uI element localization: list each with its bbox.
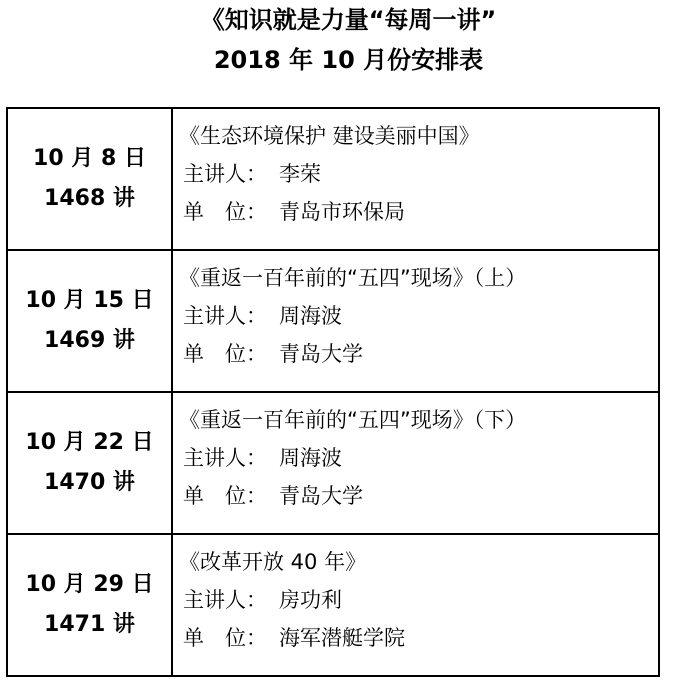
- date-cell: [7, 250, 172, 392]
- speaker-label: 主讲人：: [183, 446, 267, 470]
- speaker-name: 周海波: [279, 446, 342, 470]
- lecture-date: 10 月 8 日: [33, 146, 146, 171]
- speaker-label: 主讲人：: [183, 304, 267, 328]
- schedule-table: [6, 107, 660, 677]
- lecture-date: 10 月 15 日: [25, 288, 154, 313]
- speaker-label: 主讲人：: [183, 162, 267, 186]
- unit-name: 海军潜艇学院: [279, 626, 405, 650]
- lecture-topic: 《生态环境保护 建设美丽中国》: [179, 124, 480, 148]
- unit-name: 青岛大学: [279, 484, 363, 508]
- lecture-topic: 《重返一百年前的“五四”现场》（上）: [179, 266, 527, 290]
- speaker-name: 房功利: [279, 588, 342, 612]
- speaker-label: 主讲人：: [183, 588, 267, 612]
- lecture-number: 1471 讲: [44, 612, 135, 637]
- lecture-number: 1468 讲: [44, 186, 135, 211]
- info-cell: [172, 250, 659, 392]
- info-cell: [172, 108, 659, 250]
- page-subtitle: 2018 年 10 月份安排表: [213, 46, 484, 74]
- speaker-line: [183, 443, 658, 473]
- speaker-name: 李荣: [279, 162, 321, 186]
- lecture-topic: 《改革开放 40 年》: [179, 550, 367, 574]
- info-cell: [172, 534, 659, 676]
- speaker-line: [183, 301, 658, 331]
- unit-name: 青岛大学: [279, 342, 363, 366]
- page-title: 《知识就是力量“每周一讲”: [200, 6, 497, 34]
- lecture-row: [7, 392, 659, 534]
- speaker-line: [183, 585, 658, 615]
- unit-line: [183, 623, 658, 653]
- unit-label: 单 位：: [183, 626, 267, 650]
- lecture-row: [7, 108, 659, 250]
- unit-label: 单 位：: [183, 342, 267, 366]
- lecture-number: 1470 讲: [44, 470, 135, 495]
- date-cell: [7, 108, 172, 250]
- lecture-date: 10 月 29 日: [25, 572, 154, 597]
- lecture-number: 1469 讲: [44, 328, 135, 353]
- speaker-name: 周海波: [279, 304, 342, 328]
- unit-label: 单 位：: [183, 200, 267, 224]
- lecture-topic: 《重返一百年前的“五四”现场》（下）: [179, 408, 527, 432]
- date-cell: [7, 392, 172, 534]
- unit-line: [183, 339, 658, 369]
- lecture-row: [7, 250, 659, 392]
- speaker-line: [183, 159, 658, 189]
- unit-line: [183, 481, 658, 511]
- unit-label: 单 位：: [183, 484, 267, 508]
- lecture-date: 10 月 22 日: [25, 430, 154, 455]
- info-cell: [172, 392, 659, 534]
- date-cell: [7, 534, 172, 676]
- lecture-row: [7, 534, 659, 676]
- unit-line: [183, 197, 658, 227]
- unit-name: 青岛市环保局: [279, 200, 405, 224]
